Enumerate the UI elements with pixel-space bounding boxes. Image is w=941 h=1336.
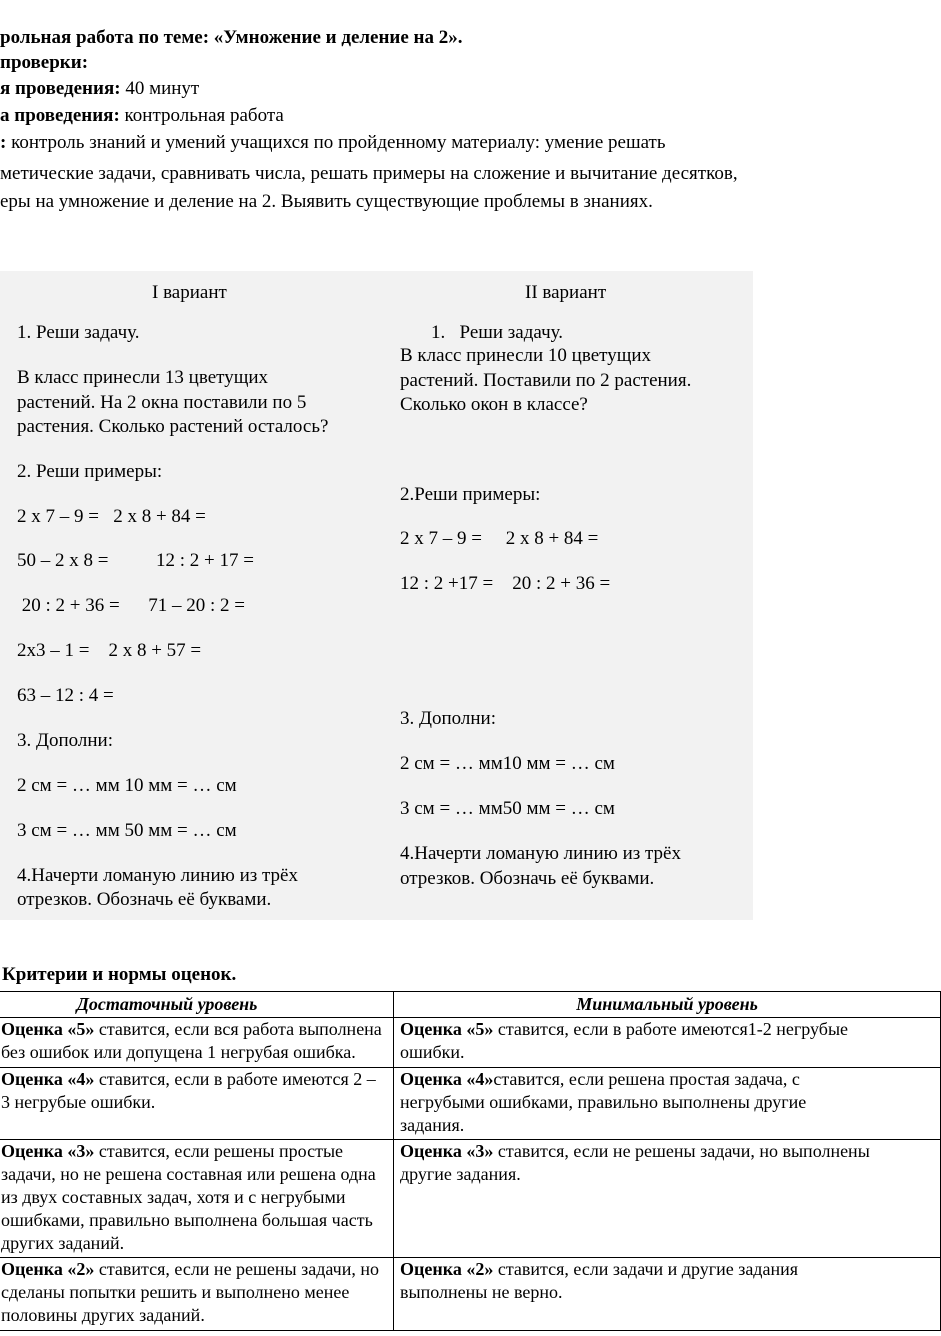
variant2-problem-line: Сколько окон в классе? xyxy=(400,394,588,415)
sufficient-cell xyxy=(0,1140,394,1258)
goal-line-3: еры на умножение и деление на 2. Выявить существующие проблемы в знаниях. xyxy=(0,191,653,212)
variant1-fill: 3 см = … мм 50 мм = … см xyxy=(17,820,237,841)
variant2-fill: 2 см = … мм10 мм = … см xyxy=(400,753,615,774)
variant2-example: 12 : 2 +17 = 20 : 2 + 36 = xyxy=(400,573,611,594)
grade-label: Оценка «4» xyxy=(400,1069,494,1089)
sufficient-cell xyxy=(0,1018,394,1068)
minimal-cell xyxy=(394,1258,941,1331)
time-value: 40 минут xyxy=(120,78,200,99)
variant1-task4: отрезков. Обозначь её буквами. xyxy=(17,889,272,910)
variant2-task1: 1. Реши задачу. xyxy=(431,322,563,343)
grade-text: ставится, если в работе имеются1-2 негрубые ошибки. xyxy=(400,1019,849,1062)
grade-text: ставится, если в работе имеются 2 – 3 негрубые ошибки. xyxy=(1,1069,376,1112)
grade-label: Оценка «3» xyxy=(1,1141,95,1161)
grade-text: ставится, если решена простая задача, с негрубыми ошибками, правильно выполнены другие задания. xyxy=(400,1069,807,1135)
variant2-problem-line: В класс принесли 10 цветущих xyxy=(400,345,651,366)
grade-text: ставится, если решены простые задачи, но не решена составная или решена одна из двух составных задач, хотя и с негрубыми ошибками, правильно выполнена большая часть других заданий. xyxy=(1,1141,376,1253)
variant1-example: 20 : 2 + 36 = 71 – 20 : 2 = xyxy=(17,595,245,616)
variant2-fill: 3 см = … мм50 мм = … см xyxy=(400,798,615,819)
grade-label: Оценка «5» xyxy=(1,1019,95,1039)
grade-label: Оценка «4» xyxy=(1,1069,95,1089)
time-label: я проведения: xyxy=(0,78,121,99)
table-row xyxy=(0,1018,941,1068)
variant1-example: 63 – 12 : 4 = xyxy=(17,685,114,706)
variant1-task1: 1. Реши задачу. xyxy=(17,322,140,343)
sufficient-cell xyxy=(0,1068,394,1140)
table-header-row xyxy=(0,992,941,1018)
variant2-task4: отрезков. Обозначь её буквами. xyxy=(400,868,655,889)
grade-text: ставится, если вся работа выполнена без ошибок или допущена 1 негрубая ошибка. xyxy=(1,1019,382,1062)
minimal-cell xyxy=(394,1068,941,1140)
form-value: контрольная работа xyxy=(119,105,284,126)
variant1-task3: 3. Дополни: xyxy=(17,730,113,751)
table-row xyxy=(0,1068,941,1140)
minimal-cell xyxy=(394,1018,941,1068)
form-line xyxy=(0,104,284,128)
variant1-problem-line: В класс принесли 13 цветущих xyxy=(17,367,268,388)
variant2-problem-line: растений. Поставили по 2 растения. xyxy=(400,370,692,391)
goal-label: : xyxy=(0,132,7,153)
variant2-task3: 3. Дополни: xyxy=(400,708,496,729)
grade-label: Оценка «5» xyxy=(400,1019,494,1039)
variant1-task4: 4.Начерти ломаную линию из трёх xyxy=(17,865,298,886)
time-line xyxy=(0,77,199,101)
grade-label: Оценка «3» xyxy=(400,1141,494,1161)
col-minimal-header: Минимальный уровень xyxy=(394,992,941,1018)
variant1-example: 2х3 – 1 = 2 х 8 + 57 = xyxy=(17,640,202,661)
form-label: а проведения: xyxy=(0,105,120,126)
col-sufficient-header: Достаточный уровень xyxy=(0,992,394,1018)
criteria-table xyxy=(0,991,941,1331)
minimal-cell xyxy=(394,1140,941,1258)
variant2-task4: 4.Начерти ломаную линию из трёх xyxy=(400,843,681,864)
variant1-fill: 2 см = … мм 10 мм = … см xyxy=(17,775,237,796)
variant1-title: I вариант xyxy=(152,282,227,303)
criteria-title: Критерии и нормы оценок. xyxy=(2,964,237,985)
goal-text-1: контроль знаний и умений учащихся по пройденному материалу: умение решать xyxy=(6,132,666,153)
grade-label: Оценка «2» xyxy=(1,1259,95,1279)
grade-text: ставится, если задачи и другие задания выполнены не верно. xyxy=(400,1259,798,1302)
goal-line-1 xyxy=(0,131,666,155)
variant2-example: 2 х 7 – 9 = 2 х 8 + 84 = xyxy=(400,528,599,549)
table-row xyxy=(0,1140,941,1258)
variant1-problem-line: растений. На 2 окна поставили по 5 xyxy=(17,392,307,413)
variant1-example: 50 – 2 х 8 = 12 : 2 + 17 = xyxy=(17,550,254,571)
document-title: рольная работа по теме: «Умножение и деление на 2». xyxy=(0,27,463,48)
variant2-title: II вариант xyxy=(525,282,607,303)
grade-label: Оценка «2» xyxy=(400,1259,494,1279)
variant1-problem-line: растения. Сколько растений осталось? xyxy=(17,416,329,437)
goal-line-2: метические задачи, сравнивать числа, решать примеры на сложение и вычитание десятков, xyxy=(0,163,738,184)
variant2-task2: 2.Реши примеры: xyxy=(400,484,541,505)
sufficient-cell xyxy=(0,1258,394,1331)
variant1-example: 2 х 7 – 9 = 2 х 8 + 84 = xyxy=(17,506,206,527)
grade-text: ставится, если не решены задачи, но сделаны попытки решить и выполнено менее половины других заданий. xyxy=(1,1259,379,1325)
check-form-heading: проверки: xyxy=(0,52,89,73)
table-row xyxy=(0,1258,941,1331)
variant1-task2: 2. Реши примеры: xyxy=(17,461,163,482)
grade-text: ставится, если не решены задачи, но выполнены другие задания. xyxy=(400,1141,870,1184)
